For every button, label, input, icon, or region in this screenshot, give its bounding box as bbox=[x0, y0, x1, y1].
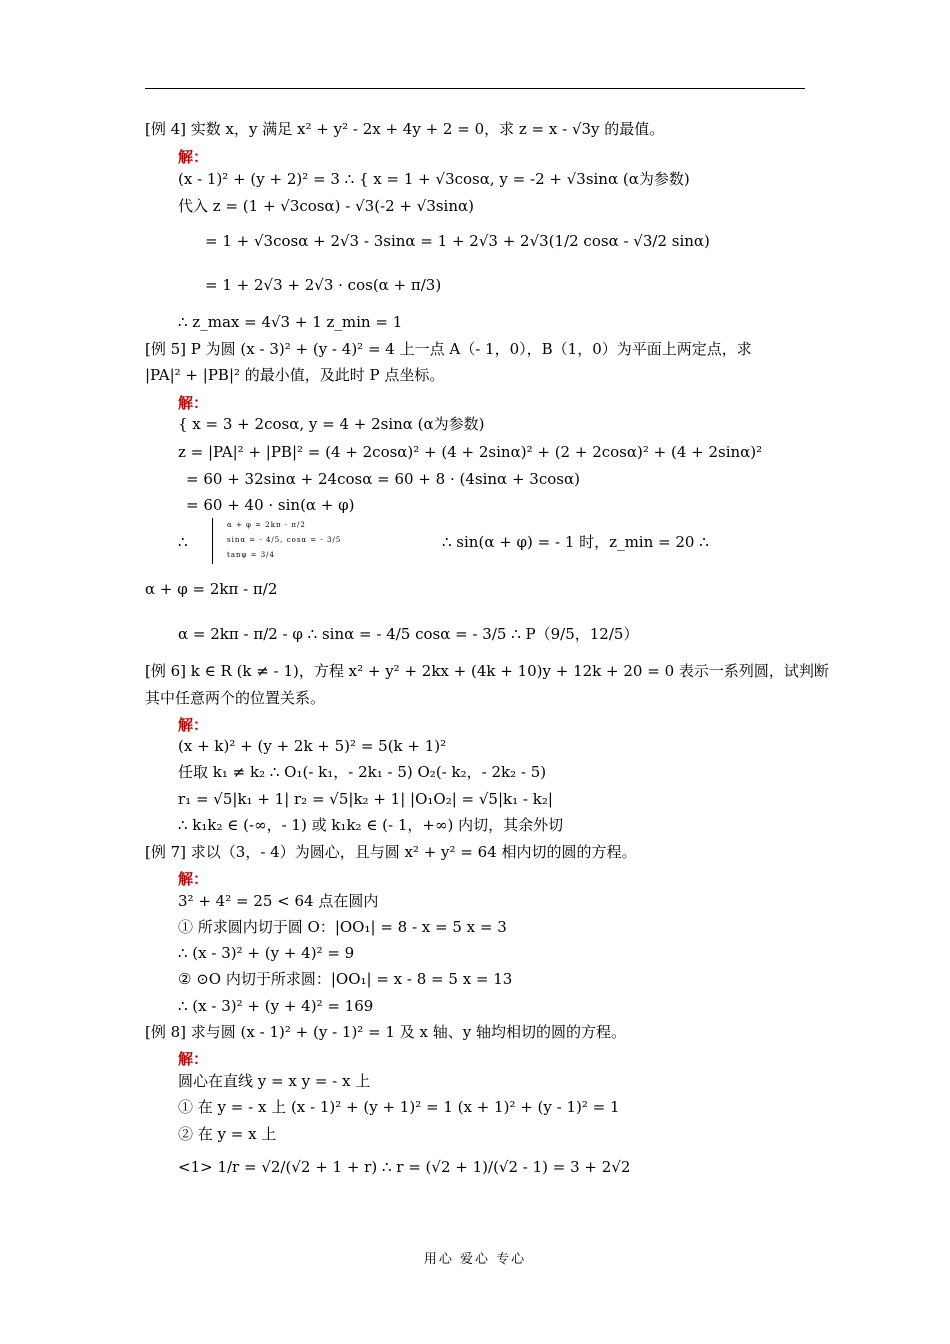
solution-label: 解： bbox=[178, 148, 209, 166]
text-line: α + φ = 2kπ - π/2 bbox=[145, 580, 278, 598]
page-footer: 用心 爱心 专心 bbox=[423, 1252, 527, 1267]
text-line: = 60 + 40 · sin(α + φ) bbox=[186, 496, 355, 514]
text-line: [例 8] 求与圆 (x - 1)² + (y - 1)² = 1 及 x 轴、y 轴均相切的圆的方程。 bbox=[145, 1023, 626, 1041]
text-line: [例 5] P 为圆 (x - 3)² + (y - 4)² = 4 上一点 A（- 1，0），B（1，0）为平面上两定点，求 bbox=[145, 340, 752, 358]
text-line: ① 所求圆内切于圆 O：|OO₁| = 8 - x = 5 x = 3 bbox=[178, 918, 507, 936]
text-line: (x - 1)² + (y + 2)² = 3 ∴ { x = 1 + √3cosα, y = -2 + √3sinα (α为参数) bbox=[178, 170, 690, 188]
solution-label: 解： bbox=[178, 1050, 209, 1068]
text-line: (x + k)² + (y + 2k + 5)² = 5(k + 1)² bbox=[178, 737, 447, 755]
text-line: 3² + 4² = 25 < 64 点在圆内 bbox=[178, 892, 379, 910]
text-line: ∴ z_max = 4√3 + 1 z_min = 1 bbox=[178, 313, 403, 331]
text-line: ∴ (x - 3)² + (y + 4)² = 9 bbox=[178, 944, 355, 962]
text-line: [例 4] 实数 x，y 满足 x² + y² - 2x + 4y + 2 = 0，求 z = x - √3y 的最值。 bbox=[145, 120, 665, 138]
text-line: ∴ k₁k₂ ∈ (-∞，- 1) 或 k₁k₂ ∈ (- 1，+∞) 内切，其余外切 bbox=[178, 816, 564, 834]
text-line: 其中任意两个的位置关系。 bbox=[145, 689, 326, 707]
brace-row: tanφ = 3/4 bbox=[227, 551, 275, 559]
text-line: = 1 + √3cosα + 2√3 - 3sinα = 1 + 2√3 + 2√3(1/2 cosα - √3/2 sinα) bbox=[205, 232, 710, 250]
text-line: 任取 k₁ ≠ k₂ ∴ O₁(- k₁，- 2k₁ - 5) O₂(- k₂，- 2k₂ - 5) bbox=[178, 763, 547, 781]
text-line: |PA|² + |PB|² 的最小值，及此时 P 点坐标。 bbox=[145, 366, 445, 384]
text-line: ② ⊙O 内切于所求圆：|OO₁| = x - 8 = 5 x = 13 bbox=[178, 970, 513, 988]
text-line: [例 6] k ∈ R (k ≠ - 1)，方程 x² + y² + 2kx + (4k + 10)y + 12k + 20 = 0 表示一系列圆，试判断 bbox=[145, 662, 829, 680]
text-line: [例 7] 求以（3，- 4）为圆心，且与圆 x² + y² = 64 相内切的圆的方程。 bbox=[145, 843, 637, 861]
text-line: <1> 1/r = √2/(√2 + 1 + r) ∴ r = (√2 + 1)/(√2 - 1) = 3 + 2√2 bbox=[178, 1158, 631, 1176]
text-line: ∴ bbox=[178, 533, 188, 551]
text-line: 圆心在直线 y = x y = - x 上 bbox=[178, 1072, 371, 1090]
text-line: z = |PA|² + |PB|² = (4 + 2cosα)² + (4 + 2sinα)² + (2 + 2cosα)² + (4 + 2sinα)² bbox=[178, 443, 763, 461]
solution-label: 解： bbox=[178, 870, 209, 888]
brace-row: sinα = - 4/5, cosα = - 3/5 bbox=[227, 536, 342, 544]
header-rule bbox=[145, 88, 805, 89]
text-line: ② 在 y = x 上 bbox=[178, 1125, 277, 1143]
solution-label: 解： bbox=[178, 716, 209, 734]
text-line: = 1 + 2√3 + 2√3 · cos(α + π/3) bbox=[205, 276, 442, 294]
solution-label: 解： bbox=[178, 394, 209, 412]
text-line: r₁ = √5|k₁ + 1| r₂ = √5|k₂ + 1| |O₁O₂| = √5|k₁ - k₂| bbox=[178, 790, 553, 808]
text-line: ∴ sin(α + φ) = - 1 时，z_min = 20 ∴ bbox=[442, 533, 709, 551]
brace-system bbox=[212, 518, 423, 564]
text-line: ① 在 y = - x 上 (x - 1)² + (y + 1)² = 1 (x + 1)² + (y - 1)² = 1 bbox=[178, 1098, 620, 1116]
text-line: = 60 + 32sinα + 24cosα = 60 + 8 · (4sinα + 3cosα) bbox=[186, 470, 580, 488]
text-line: α = 2kπ - π/2 - φ ∴ sinα = - 4/5 cosα = - 3/5 ∴ P（9/5，12/5） bbox=[178, 625, 639, 643]
brace-row: α + φ = 2kπ - π/2 bbox=[227, 521, 306, 529]
text-line: { x = 3 + 2cosα, y = 4 + 2sinα (α为参数) bbox=[178, 415, 485, 433]
text-line: ∴ (x - 3)² + (y + 4)² = 169 bbox=[178, 997, 374, 1015]
text-line: 代入 z = (1 + √3cosα) - √3(-2 + √3sinα) bbox=[178, 197, 475, 215]
